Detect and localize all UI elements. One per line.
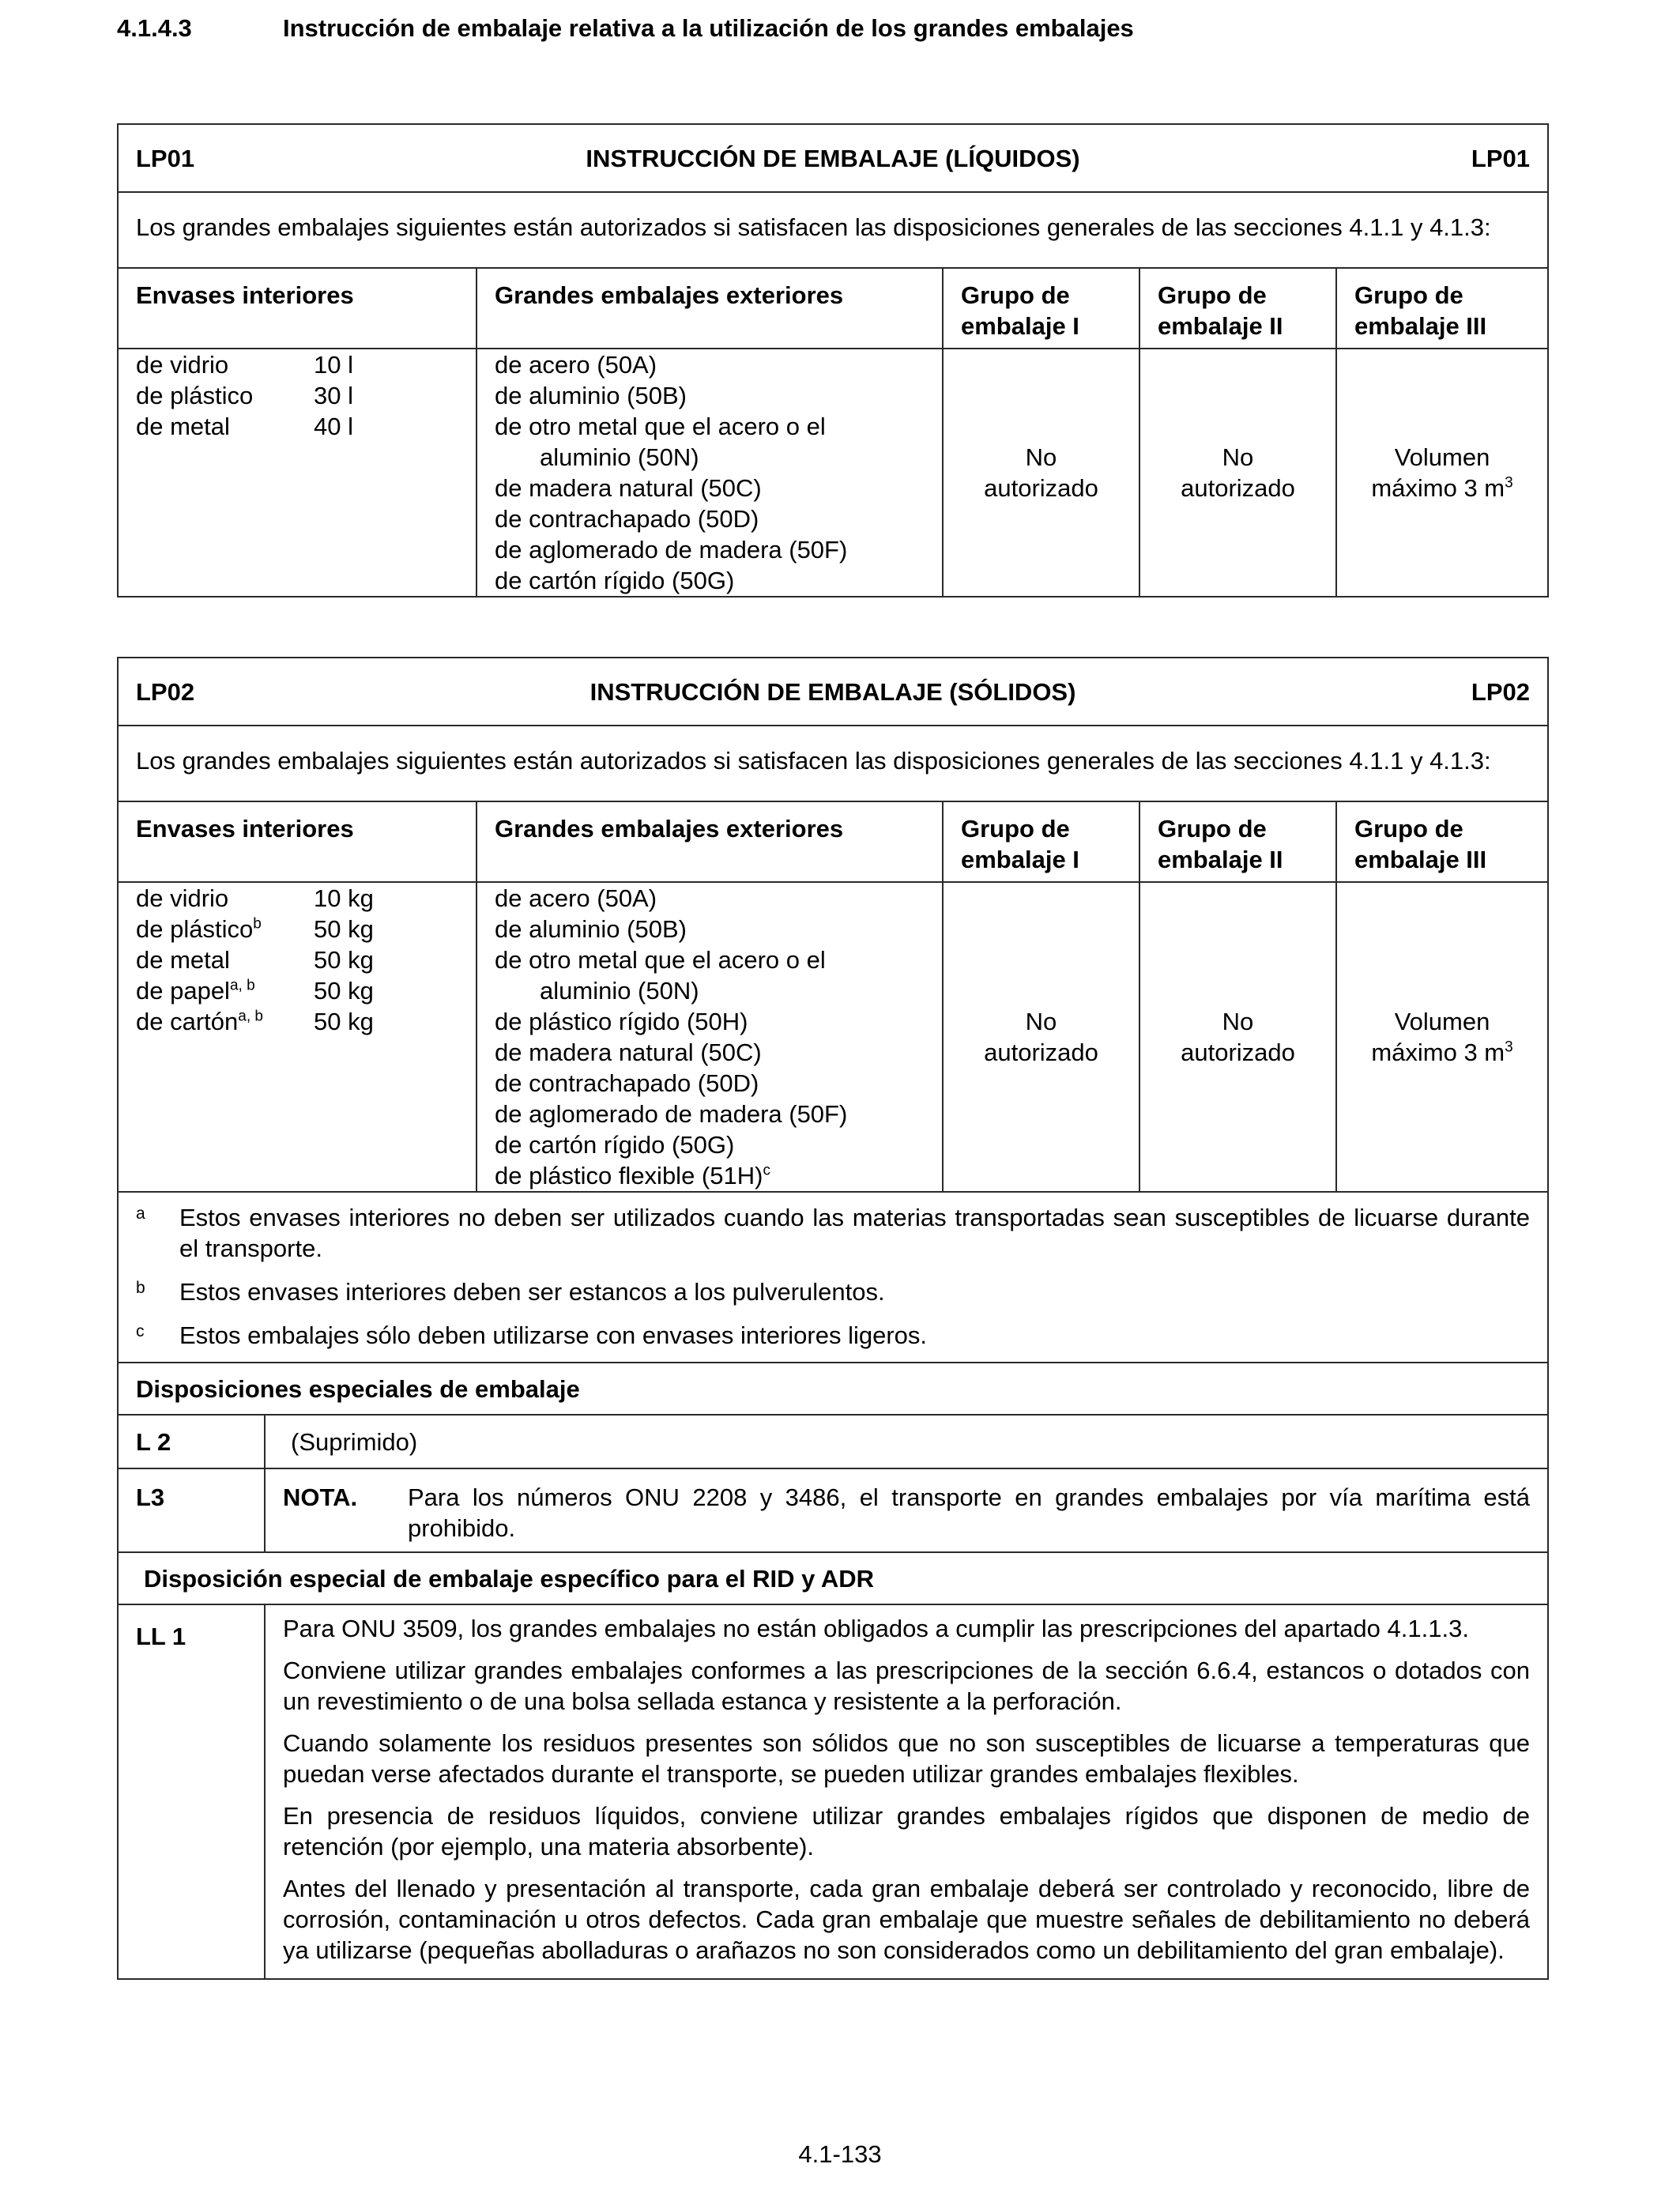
lp02-pg2-value: No autorizado: [1139, 882, 1336, 1192]
list-item: de vidrio 10 l: [136, 351, 353, 379]
lp01-col-pg1: Grupo de embalaje I: [943, 268, 1139, 349]
list-item: de cartón rígido (50G): [495, 567, 735, 594]
list-item: de cartón rígido (50G): [495, 1131, 735, 1159]
lp01-code-right: LP01: [1471, 144, 1531, 172]
lp02-col-pg2: Grupo de embalaje II: [1139, 801, 1336, 882]
ll1-paragraph: Antes del llenado y presentación al transporte, cada gran embalaje deberá ser controlado y reconocido, libre de corrosión, contaminación u otros defectos. Cada gran embalaje que muestre señales de debilitamiento no deberá ya utilizarse (pequeñas abolladuras o arañazos no son considerados como un debilitamiento del gran embalaje).: [283, 1875, 1531, 1964]
list-item: de metal 40 l: [136, 413, 353, 440]
lp01-intro: Los grandes embalajes siguientes están autorizados si satisfacen las disposiciones generales de las secciones 4.1.1 y 4.1.3:: [118, 192, 1548, 268]
list-item: de aluminio (50B): [495, 915, 687, 943]
l3-cell: [265, 1468, 1548, 1552]
list-item: aluminio (50N): [540, 443, 699, 471]
list-item: de otro metal que el acero o el: [495, 946, 826, 974]
list-item: de aglomerado de madera (50F): [495, 536, 848, 564]
section-title: Instrucción de embalaje relativa a la utilización de los grandes embalajes: [283, 14, 1134, 42]
lp01-inner-list: [118, 349, 477, 597]
lp01-table: [117, 123, 1549, 598]
list-item: de plástico 30 l: [136, 382, 353, 409]
lp01-col-pg3: Grupo de embalaje III: [1336, 268, 1548, 349]
lp02-code-right: LP02: [1471, 677, 1531, 706]
list-item: de aluminio (50B): [495, 382, 687, 409]
list-item: de plástico flexible $(51H)^c$: [495, 1162, 770, 1189]
lp02-table: [117, 657, 1549, 1980]
lp01-pg3-value: Volumen máximo 3 $m^3$: [1336, 349, 1548, 597]
footnote: b Estos envases interiores deben ser estancos a los pulverulentos.: [136, 1278, 885, 1306]
ll1-paragraph: Cuando solamente los residuos presentes son sólidos que no son susceptibles de licuarse a temperaturas que puedan verse afectados durante el transporte, se pueden utilizar grandes embalajes flexibles.: [283, 1729, 1531, 1788]
list-item: de acero (50A): [495, 351, 657, 379]
lp02-col-pg1: Grupo de embalaje I: [943, 801, 1139, 882]
ll1-paragraph: En presencia de residuos líquidos, conviene utilizar grandes embalajes rígidos que disponen de medio de retención (por ejemplo, una materia absorbente).: [283, 1802, 1531, 1860]
ll1-paragraph: Para ONU 3509, los grandes embalajes no están obligados a cumplir las prescripciones del apartado 4.1.1.3.: [283, 1615, 1469, 1642]
list-item: de papel$^{a, b}$ 50 kg: [136, 977, 374, 1005]
lp02-code-left: LP02: [136, 677, 195, 706]
footnote: a Estos envases interiores no deben ser utilizados cuando las materias transportadas sean susceptibles de licuarse durante el transporte.: [136, 1204, 1531, 1262]
list-item: aluminio (50N): [540, 977, 699, 1005]
lp02-pg3-value: Volumen máximo 3 $m^3$: [1336, 882, 1548, 1192]
l2-text: (Suprimido): [265, 1415, 1548, 1468]
list-item: de plástico$^b$ 50 kg: [136, 915, 374, 943]
list-item: de madera natural (50C): [495, 1039, 762, 1066]
lp02-intro: Los grandes embalajes siguientes están autorizados si satisfacen las disposiciones generales de las secciones 4.1.1 y 4.1.3:: [118, 726, 1548, 801]
l3-code: L3: [118, 1468, 265, 1552]
lp01-title: INSTRUCCIÓN DE EMBALAJE (LÍQUIDOS): [586, 144, 1080, 172]
lp02-col-outer: Grandes embalajes exteriores: [477, 801, 943, 882]
footnote: c Estos embalajes sólo deben utilizarse con envases interiores ligeros.: [136, 1321, 927, 1349]
list-item: de vidrio 10 kg: [136, 884, 374, 912]
special-provisions-heading: Disposiciones especiales de embalaje: [118, 1363, 1548, 1415]
list-item: de contrachapado (50D): [495, 505, 759, 533]
l2-code: L 2: [118, 1415, 265, 1468]
list-item: de metal 50 kg: [136, 946, 374, 974]
list-item: de madera natural (50C): [495, 474, 762, 502]
lp01-col-outer: Grandes embalajes exteriores: [477, 268, 943, 349]
section-number: 4.1.4.3: [117, 14, 192, 42]
rid-adr-heading: Disposición especial de embalaje específico para el RID y ADR: [118, 1552, 1548, 1604]
lp02-outer-list: [477, 882, 943, 1192]
lp01-pg2-value: No autorizado: [1139, 349, 1336, 597]
list-item: de otro metal que el acero o el: [495, 413, 826, 440]
list-item: de acero (50A): [495, 884, 657, 912]
lp02-pg1-value: No autorizado: [943, 882, 1139, 1192]
l3-nota-label: NOTA.: [283, 1483, 358, 1511]
lp01-col-inner: Envases interiores: [118, 268, 477, 349]
lp02-title: INSTRUCCIÓN DE EMBALAJE (SÓLIDOS): [590, 677, 1076, 706]
lp02-col-pg3: Grupo de embalaje III: [1336, 801, 1548, 882]
lp01-header: [118, 124, 1548, 192]
lp02-footnotes: [118, 1192, 1548, 1363]
lp01-code-left: LP01: [136, 144, 195, 172]
list-item: de aglomerado de madera (50F): [495, 1100, 848, 1128]
page-number: 4.1-133: [798, 2140, 882, 2168]
lp01-col-pg2: Grupo de embalaje II: [1139, 268, 1336, 349]
lp01-outer-list: [477, 349, 943, 597]
lp01-pg1-value: No autorizado: [943, 349, 1139, 597]
l3-text: Para los números ONU 2208 y 3486, el transporte en grandes embalajes por vía marítima está prohibido.: [408, 1483, 1531, 1542]
lp02-inner-list: [118, 882, 477, 1192]
ll1-paragraph: Conviene utilizar grandes embalajes conformes a las prescripciones de la sección 6.6.4, estancos o dotados con un revestimiento o de una bolsa sellada estanca y resistente a la perforación.: [283, 1657, 1531, 1715]
lp02-header: [118, 658, 1548, 726]
list-item: de cartón$^{a, b}$ 50 kg: [136, 1008, 374, 1035]
lp02-col-inner: Envases interiores: [118, 801, 477, 882]
list-item: de contrachapado (50D): [495, 1069, 759, 1097]
list-item: de plástico rígido (50H): [495, 1008, 748, 1035]
ll1-code: LL 1: [118, 1604, 265, 1979]
ll1-text: [265, 1604, 1548, 1979]
